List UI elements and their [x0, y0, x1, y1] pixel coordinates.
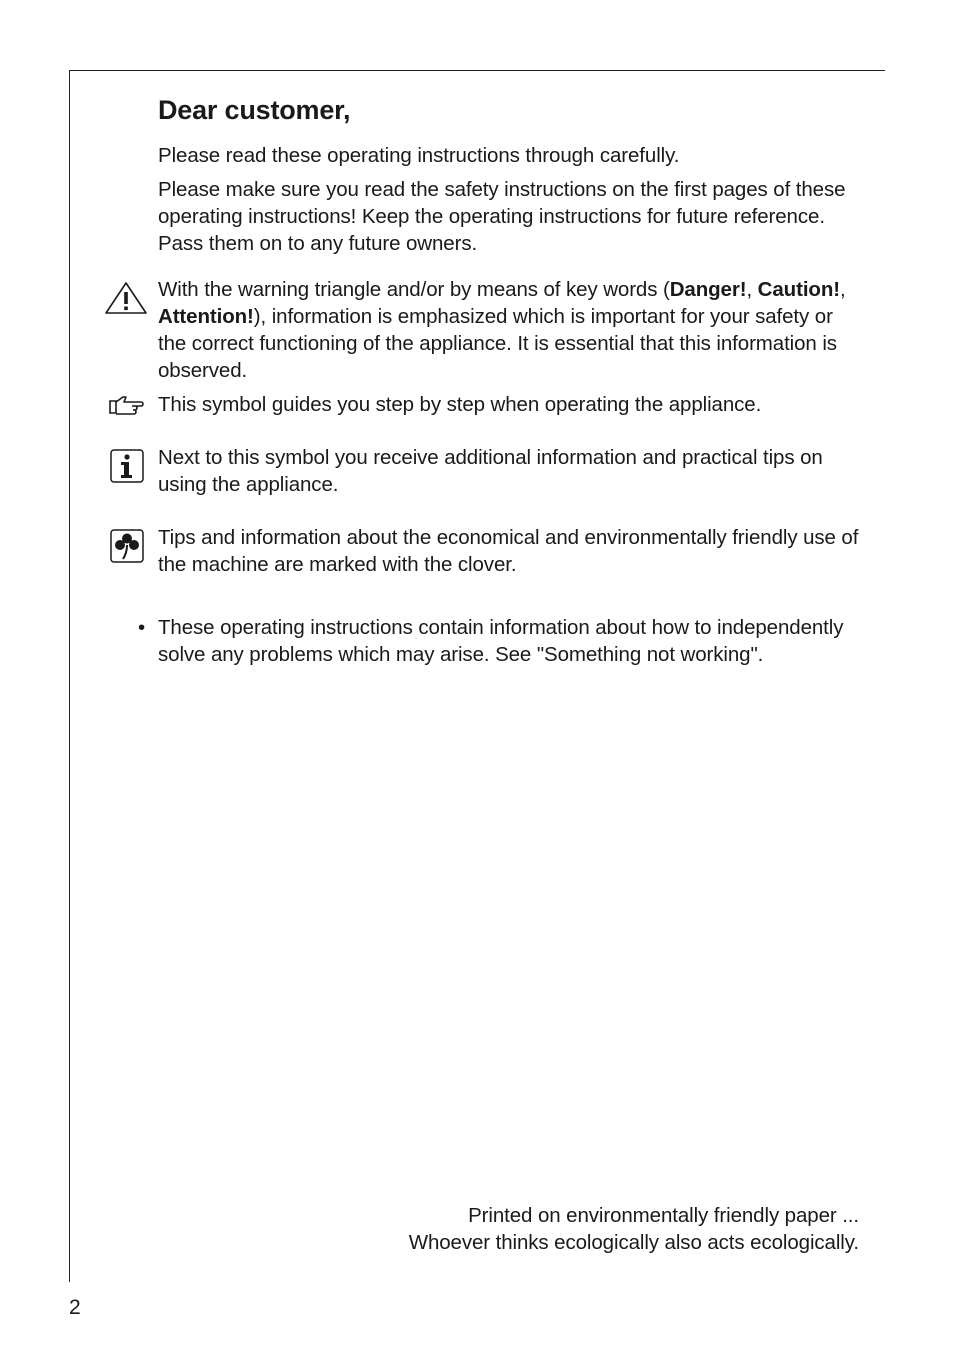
bullet-paragraph: These operating instructions contain information about how to independently solve any problems which may arise. See "Something not working". [158, 616, 844, 666]
pointing-hand-icon [108, 392, 146, 418]
warning-text-after: ), information is emphasized which is important for your safety or the correct functioning of the appliance. It is essential that this information is observed. [158, 305, 837, 382]
intro-paragraph-2: Please make sure you read the safety instructions on the first pages of these operating instructions! Keep the operating instructions for future reference. Pass them on to any future owners. [158, 178, 846, 255]
clover-icon [110, 529, 144, 563]
keyword-caution: Caution! [757, 278, 840, 301]
frame-top-rule [69, 70, 885, 71]
warning-sep-2: , [840, 278, 846, 301]
keyword-attention: Attention! [158, 305, 254, 328]
bullet-dot: • [138, 616, 146, 639]
warning-text-before: With the warning triangle and/or by means of key words ( [158, 278, 670, 301]
info-icon [110, 449, 144, 483]
footer-line-1: Printed on environmentally friendly paper ... [468, 1204, 859, 1227]
warning-paragraph [158, 276, 863, 384]
page-number: 2 [69, 1296, 81, 1319]
intro-paragraph-1: Please read these operating instructions through carefully. [158, 144, 680, 167]
warning-sep-1: , [746, 278, 758, 301]
footer-line-2: Whoever thinks ecologically also acts ecologically. [408, 1231, 859, 1254]
frame-left-rule [69, 70, 70, 1282]
page-title: Dear customer, [158, 95, 351, 125]
step-paragraph: This symbol guides you step by step when operating the appliance. [158, 393, 762, 416]
warning-triangle-icon [104, 281, 148, 315]
info-paragraph: Next to this symbol you receive additional information and practical tips on using the appliance. [158, 446, 823, 496]
keyword-danger: Danger! [669, 278, 747, 301]
eco-paragraph: Tips and information about the economical and environmentally friendly use of the machine are marked with the clover. [158, 526, 859, 576]
